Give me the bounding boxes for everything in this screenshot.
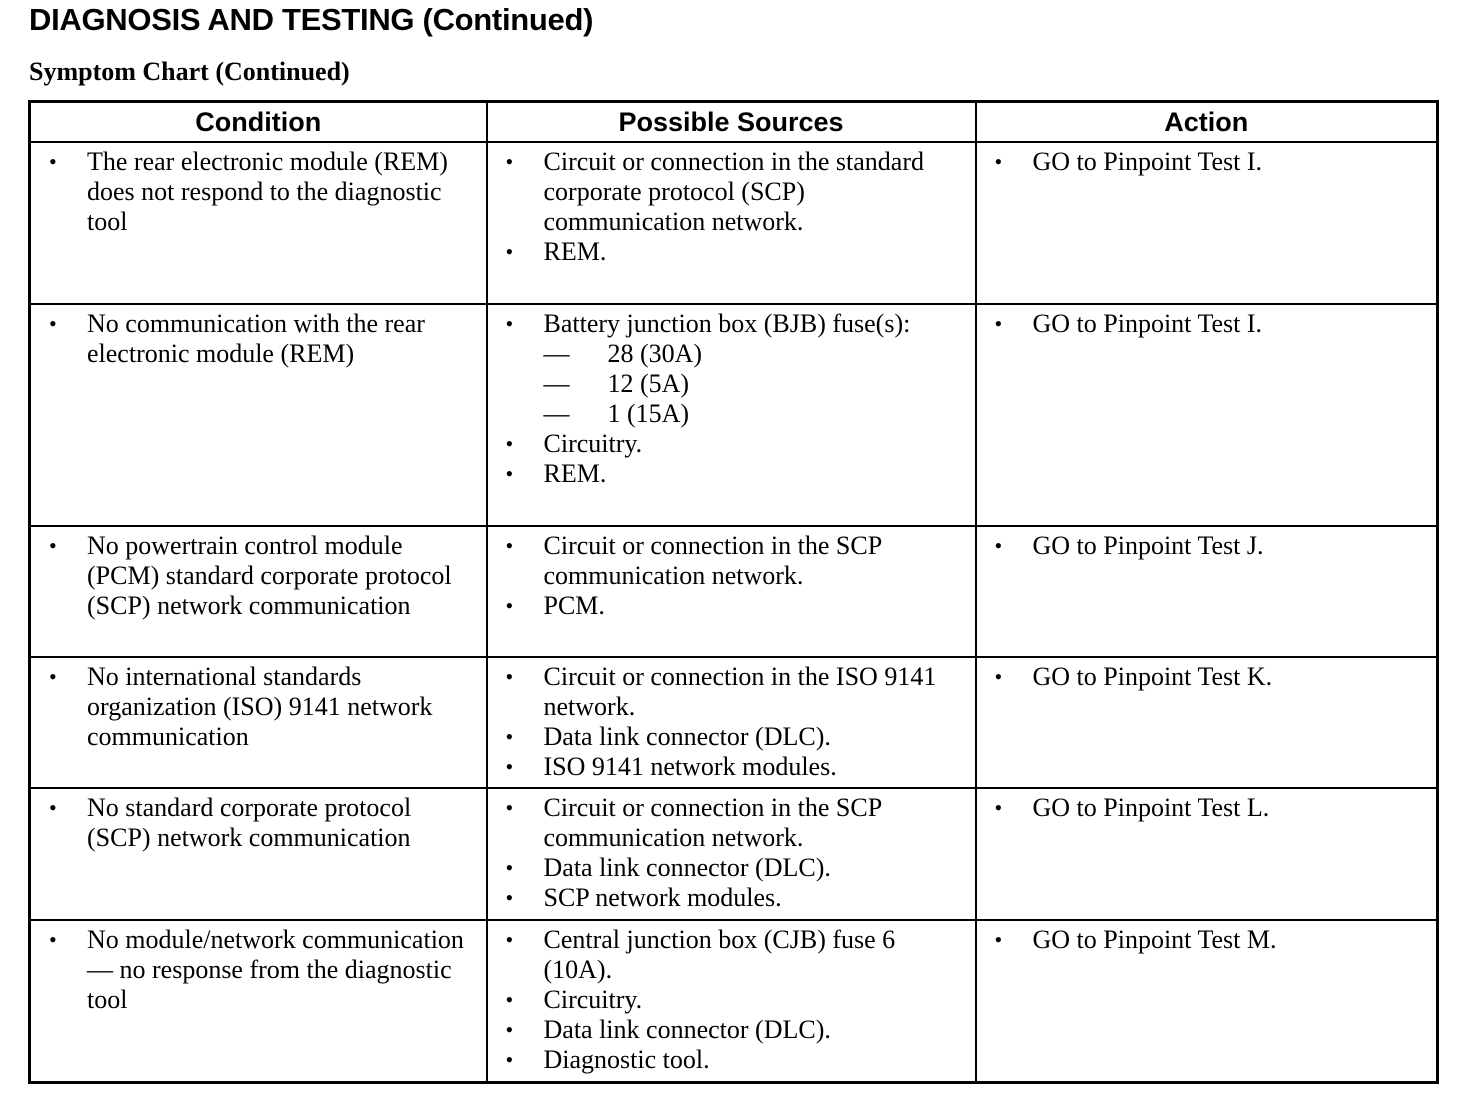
bullet-icon: •	[505, 855, 514, 880]
possible-sources-cell	[487, 304, 976, 526]
list-item: • The rear electronic module (REM) does not respond to the diagnostic tool	[49, 147, 448, 236]
list-item: • Circuit or connection in the SCP communication network.	[505, 793, 882, 852]
table-row	[30, 304, 1438, 526]
table-row	[30, 788, 1438, 920]
bullet-icon: •	[505, 987, 514, 1012]
condition-cell	[30, 142, 487, 304]
action-cell	[976, 920, 1438, 1082]
bullet-icon: •	[994, 311, 1003, 336]
bullet-icon: •	[505, 461, 514, 486]
column-header-possible-sources: Possible Sources	[487, 102, 976, 143]
list-item: • No communication with the rear electronic module (REM)	[49, 309, 425, 368]
list-item: • Circuit or connection in the standard corporate protocol (SCP) communication network.	[505, 147, 925, 236]
bullet-icon: •	[994, 533, 1003, 558]
column-header-condition: Condition	[30, 102, 487, 143]
list-item: • ISO 9141 network modules.	[505, 752, 837, 781]
list-item: • REM.	[505, 459, 607, 488]
action-cell	[976, 142, 1438, 304]
bullet-icon: •	[505, 149, 514, 174]
condition-cell	[30, 788, 487, 920]
list-item: • No standard corporate protocol (SCP) network communication	[49, 793, 412, 852]
dash-icon: —	[543, 369, 570, 398]
bullet-icon: •	[505, 754, 514, 779]
list-item: • Data link connector (DLC).	[505, 722, 831, 751]
bullet-icon: •	[505, 239, 514, 264]
condition-cell	[30, 526, 487, 657]
action-cell	[976, 526, 1438, 657]
list-item: • GO to Pinpoint Test I.	[994, 147, 1263, 176]
fuse-item: — 28 (30A)	[543, 339, 703, 368]
bullet-icon: •	[505, 593, 514, 618]
list-item: • Diagnostic tool.	[505, 1045, 710, 1074]
list-item: • Battery junction box (BJB) fuse(s): — 28 (30A) — 12 (5A) — 1 (15A)	[500, 309, 967, 429]
bullet-icon: •	[994, 927, 1003, 952]
bullet-icon: •	[505, 664, 514, 689]
bullet-icon: •	[994, 795, 1003, 820]
possible-sources-cell	[487, 920, 976, 1082]
fuse-list	[544, 339, 967, 429]
list-item: • No international standards organization (ISO) 9141 network communication	[49, 662, 433, 751]
fuse-item: — 12 (5A)	[543, 369, 690, 398]
list-item: • Circuitry.	[505, 985, 643, 1014]
list-item: • Circuit or connection in the SCP communication network.	[505, 531, 882, 590]
bullet-icon: •	[994, 664, 1003, 689]
action-cell	[976, 788, 1438, 920]
list-item: • Data link connector (DLC).	[505, 853, 831, 882]
bullet-icon: •	[505, 1047, 514, 1072]
bullet-icon: •	[49, 927, 57, 952]
list-item: • SCP network modules.	[505, 883, 782, 912]
list-item: • GO to Pinpoint Test I.	[994, 309, 1263, 338]
list-item: • GO to Pinpoint Test J.	[994, 531, 1264, 560]
table-row	[30, 920, 1438, 1082]
bullet-icon: •	[49, 533, 57, 558]
table-row	[30, 142, 1438, 304]
table-header-row	[30, 102, 1438, 143]
possible-sources-cell	[487, 142, 976, 304]
bullet-icon: •	[49, 149, 57, 174]
fuse-item: — 1 (15A)	[543, 399, 690, 428]
list-item: • No module/network communication — no response from the diagnostic tool	[49, 925, 464, 1014]
bullet-icon: •	[505, 431, 514, 456]
list-item: • GO to Pinpoint Test K.	[994, 662, 1273, 691]
bullet-icon: •	[505, 533, 514, 558]
list-item: • GO to Pinpoint Test L.	[994, 793, 1270, 822]
list-item: • Circuit or connection in the ISO 9141 network.	[505, 662, 937, 721]
list-item: • PCM.	[505, 591, 605, 620]
list-item: • REM.	[505, 237, 607, 266]
condition-cell	[30, 920, 487, 1082]
condition-cell	[30, 657, 487, 788]
bullet-icon: •	[994, 149, 1003, 174]
table-row	[30, 526, 1438, 657]
bullet-icon: •	[49, 664, 57, 689]
possible-sources-cell	[487, 657, 976, 788]
list-item: • Data link connector (DLC).	[505, 1015, 831, 1044]
dash-icon: —	[543, 339, 570, 368]
bullet-icon: •	[505, 885, 514, 910]
symptom-chart-table	[28, 100, 1439, 1084]
list-item: • Circuitry.	[505, 429, 643, 458]
bullet-icon: •	[505, 795, 514, 820]
bullet-icon: •	[49, 311, 57, 336]
action-cell	[976, 304, 1438, 526]
page-title: DIAGNOSIS AND TESTING (Continued)	[29, 2, 594, 37]
bullet-icon: •	[505, 724, 514, 749]
chart-subtitle: Symptom Chart (Continued)	[29, 57, 350, 86]
bullet-icon: •	[505, 1017, 514, 1042]
list-item: • Central junction box (CJB) fuse 6 (10A).	[505, 925, 896, 984]
column-header-action: Action	[976, 102, 1438, 143]
bullet-icon: •	[49, 795, 57, 820]
condition-cell	[30, 304, 487, 526]
action-cell	[976, 657, 1438, 788]
bullet-icon: •	[505, 311, 514, 336]
possible-sources-cell	[487, 526, 976, 657]
table-row	[30, 657, 1438, 788]
dash-icon: —	[543, 399, 570, 428]
list-item: • GO to Pinpoint Test M.	[994, 925, 1277, 954]
possible-sources-cell	[487, 788, 976, 920]
list-item: • No powertrain control module (PCM) standard corporate protocol (SCP) network communication	[49, 531, 452, 620]
bullet-icon: •	[505, 927, 514, 952]
